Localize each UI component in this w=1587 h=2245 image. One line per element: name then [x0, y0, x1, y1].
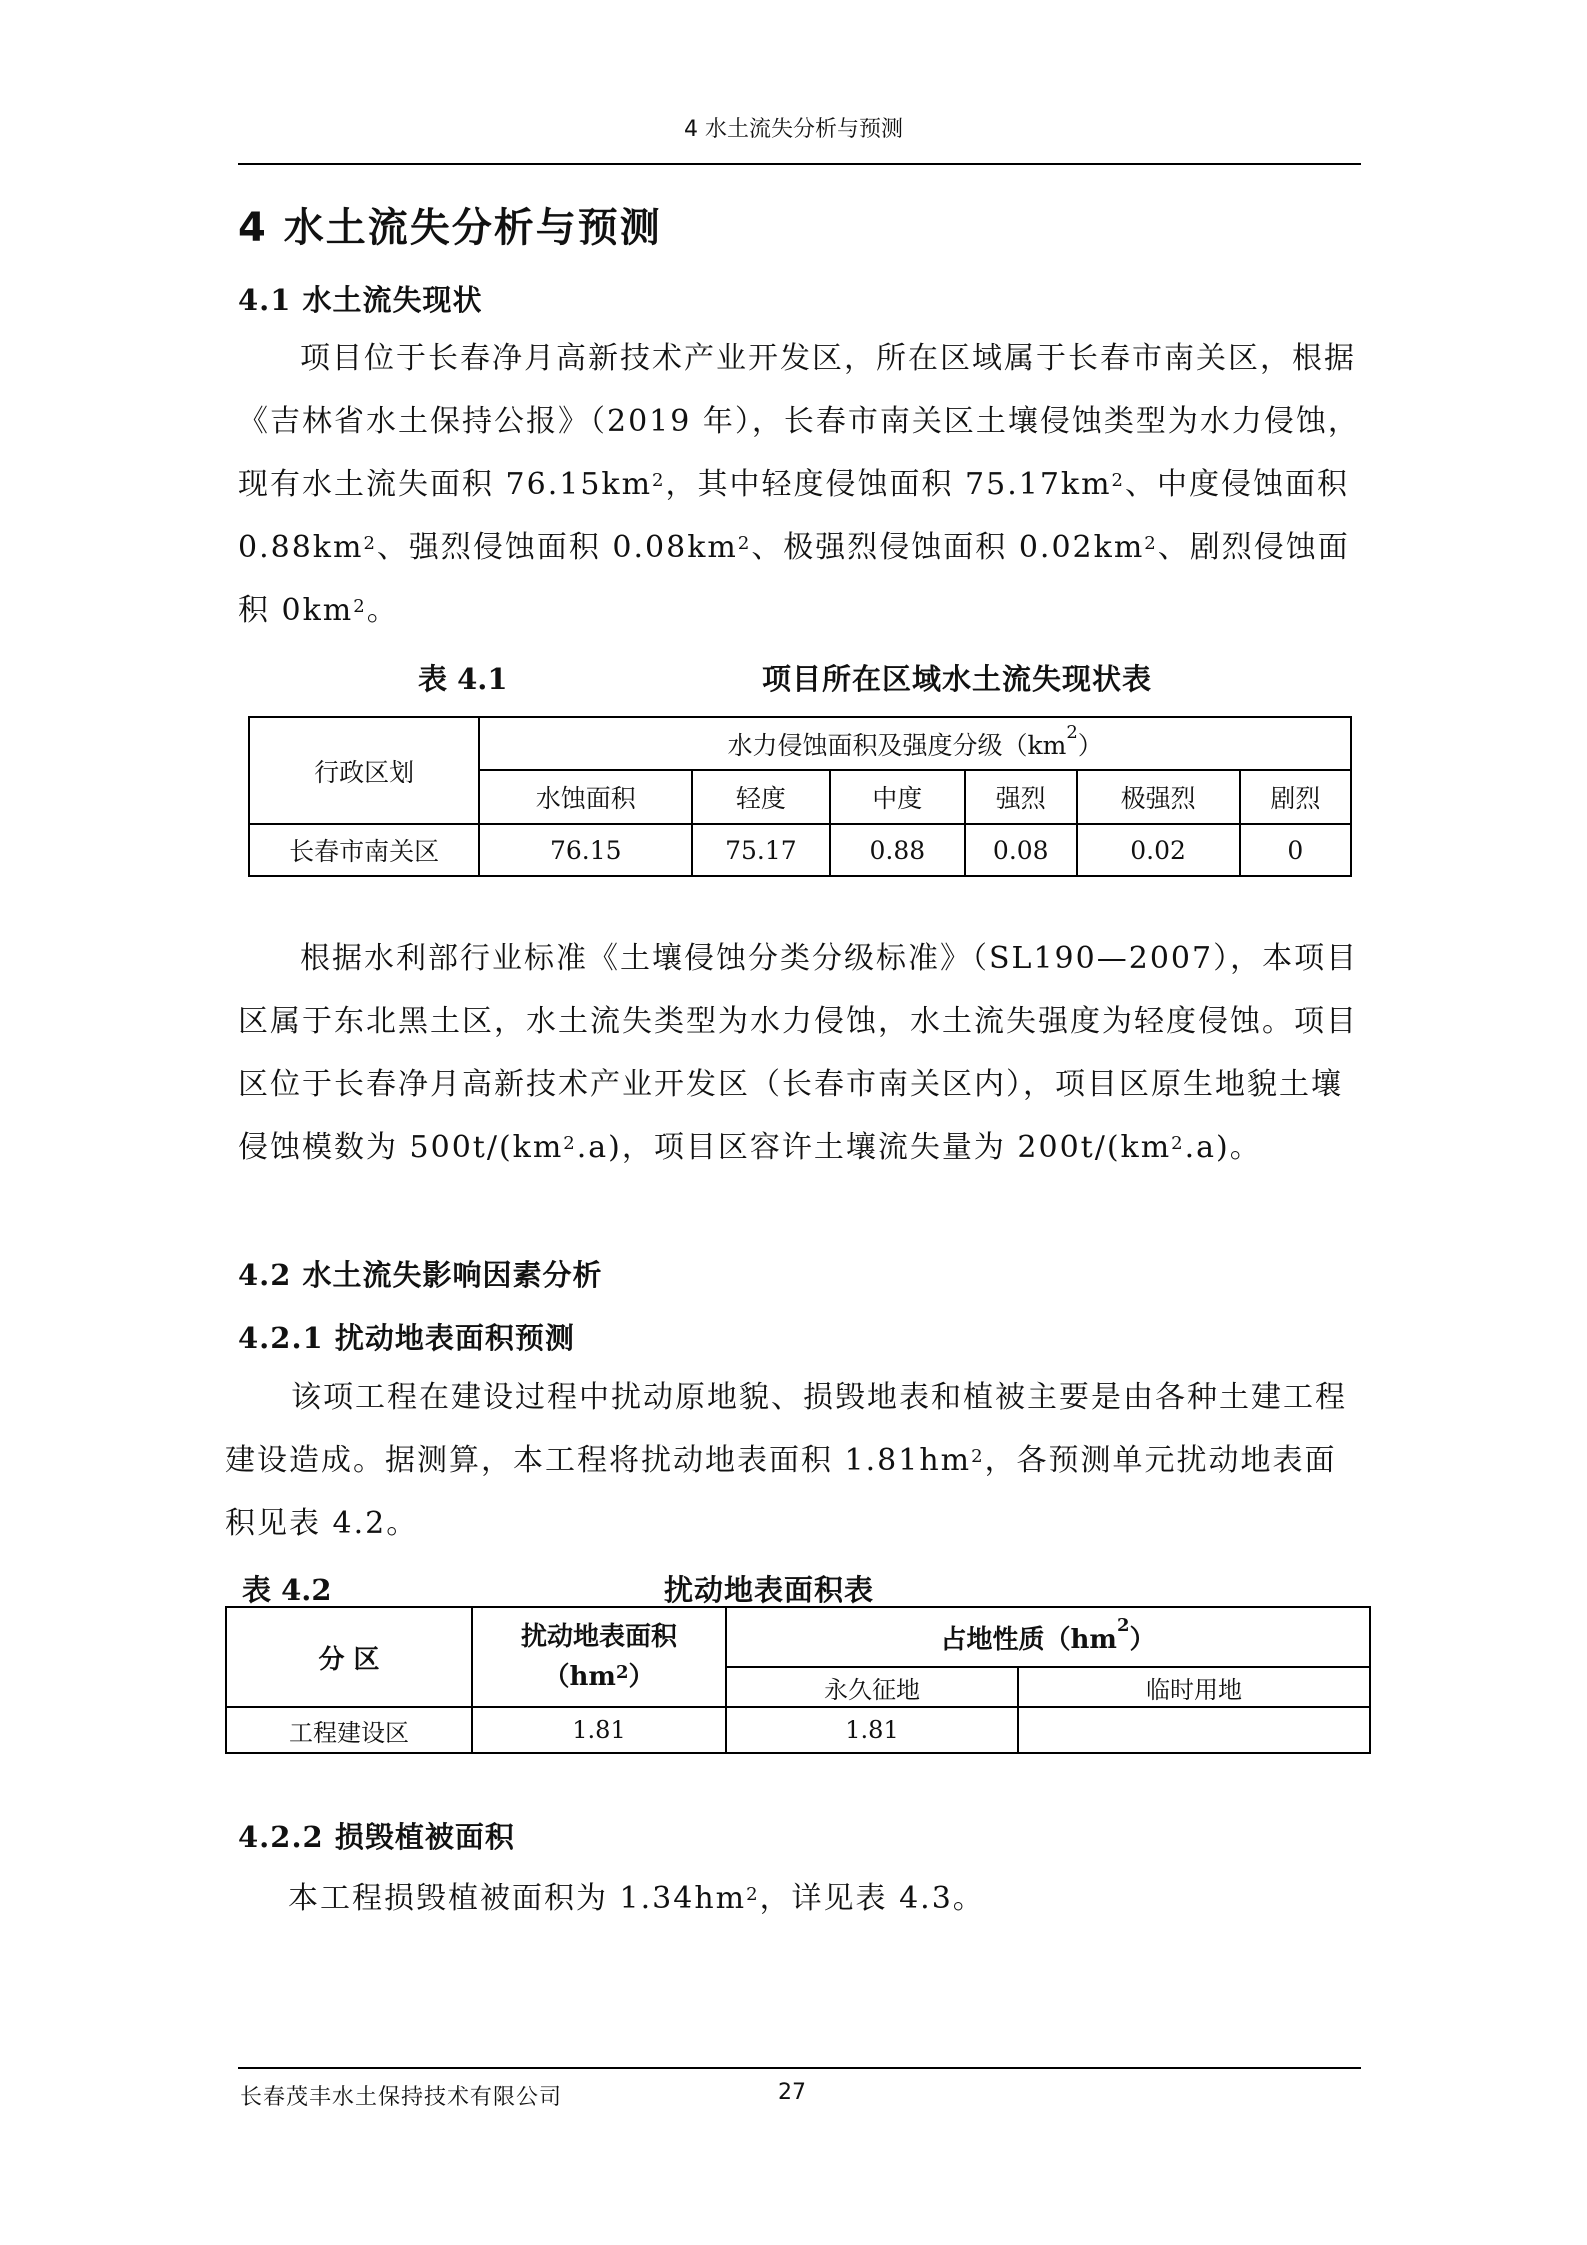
cell-temp: [1018, 1707, 1370, 1753]
cell-value: 76.15: [479, 824, 692, 876]
cell-value: 75.17: [692, 824, 829, 876]
superscript: 2: [737, 533, 752, 554]
col-region-header: 行政区划: [249, 717, 479, 824]
table-4-2: [225, 1606, 1371, 1754]
page-header: 4 水土流失分析与预测: [684, 117, 903, 142]
table-row: [226, 1707, 1370, 1753]
superscript: 2: [1144, 533, 1158, 554]
footer-rule: [238, 2067, 1361, 2069]
page-number: 27: [778, 2080, 806, 2105]
table-4-1-title: 项目所在区域水土流失现状表: [762, 662, 1153, 696]
table-4-2-title: 扰动地表面积表: [664, 1573, 875, 1607]
superscript: 2: [363, 533, 377, 554]
col-nature-header: 占地性质$(hm^2)$: [726, 1607, 1370, 1667]
col-temp-header: 临时用地: [1018, 1667, 1370, 1707]
section-heading-4-2: 4.2 水土流失影响因素分析: [238, 1258, 603, 1292]
paragraph-disturbance: 该项工程在建设过程中扰动原地貌、损毁地表和植被主要是由各种土建工程建设造成。据测算，本工程将扰动地表面积 $1.81hm^2$，各预测单元扰动地表面积见表 4.2。: [225, 1380, 1347, 1541]
col-header: 轻度: [692, 770, 829, 824]
table-4-2-number: 表 4.2: [242, 1573, 332, 1607]
cell-value: 0.02: [1077, 824, 1240, 876]
col-zone-header: 分 区: [226, 1607, 472, 1707]
cell-perm: 1.81: [726, 1707, 1018, 1753]
cell-value: 0.88: [830, 824, 965, 876]
group-header: 水力侵蚀面积及强度分级$(km^2)$: [479, 717, 1351, 770]
cell-value: 0.08: [965, 824, 1077, 876]
table-4-1: [248, 716, 1352, 877]
superscript: 2: [1111, 470, 1125, 491]
footer-company: 长春茂丰水土保持技术有限公司: [240, 2085, 563, 2110]
paragraph-status: 项目位于长春净月高新技术产业开发区，所在区域属于长春市南关区，根据《吉林省水土保持公报》（2019 年），长春市南关区土壤侵蚀类型为水力侵蚀，现有水土流失面积 $76.15km^2$，其中轻度侵蚀面积 $75.17km^2$、中度侵蚀面积 $0.88km^2$、强烈侵蚀面积 $0.08km^2$、极强烈侵蚀面积 $0.02km^2$、剧烈侵蚀面积 $0km^2$。: [238, 341, 1360, 628]
paragraph-vegetation: 本工程损毁植被面积为 $1.34hm^2$，详见表 4.3。: [288, 1881, 985, 1916]
table-row: [249, 824, 1351, 876]
superscript: 2: [353, 596, 367, 617]
header-rule: [238, 163, 1361, 165]
table-4-1-number: 表 4.1: [418, 662, 508, 696]
chapter-title: 4 水土流失分析与预测: [238, 205, 662, 251]
cell-region: 长春市南关区: [249, 824, 479, 876]
section-heading-4-2-1: 4.2.1 扰动地表面积预测: [238, 1321, 575, 1355]
col-perm-header: 永久征地: [726, 1667, 1018, 1707]
cell-value: 0: [1240, 824, 1351, 876]
cell-area: 1.81: [472, 1707, 726, 1753]
col-header: 剧烈: [1240, 770, 1351, 824]
cell-zone: 工程建设区: [226, 1707, 472, 1753]
col-header: 中度: [830, 770, 965, 824]
col-header: 极强烈: [1077, 770, 1240, 824]
superscript: 2: [1171, 1133, 1185, 1154]
col-header: 水蚀面积: [479, 770, 692, 824]
col-header: 强烈: [965, 770, 1077, 824]
col-area-header: 扰动地表面积 $(hm^2)$: [472, 1607, 726, 1707]
section-heading-4-1: 4.1 水土流失现状: [238, 283, 483, 317]
superscript: 2: [971, 1446, 985, 1467]
paragraph-standard: 根据水利部行业标准《土壤侵蚀分类分级标准》（SL190—2007），本项目区属于东北黑土区，水土流失类型为水力侵蚀，水土流失强度为轻度侵蚀。项目区位于长春净月高新技术产业开发区（长春市南关区内），项目区原生地貌土壤侵蚀模数为 $500t/(km^2.a)$，项目区容许土壤流失量为 $200t/(km^2.a)$。: [238, 941, 1359, 1165]
superscript: 2: [746, 1884, 760, 1905]
superscript: 2: [563, 1133, 577, 1154]
section-heading-4-2-2: 4.2.2 损毁植被面积: [238, 1820, 515, 1854]
superscript: 2: [652, 470, 666, 491]
